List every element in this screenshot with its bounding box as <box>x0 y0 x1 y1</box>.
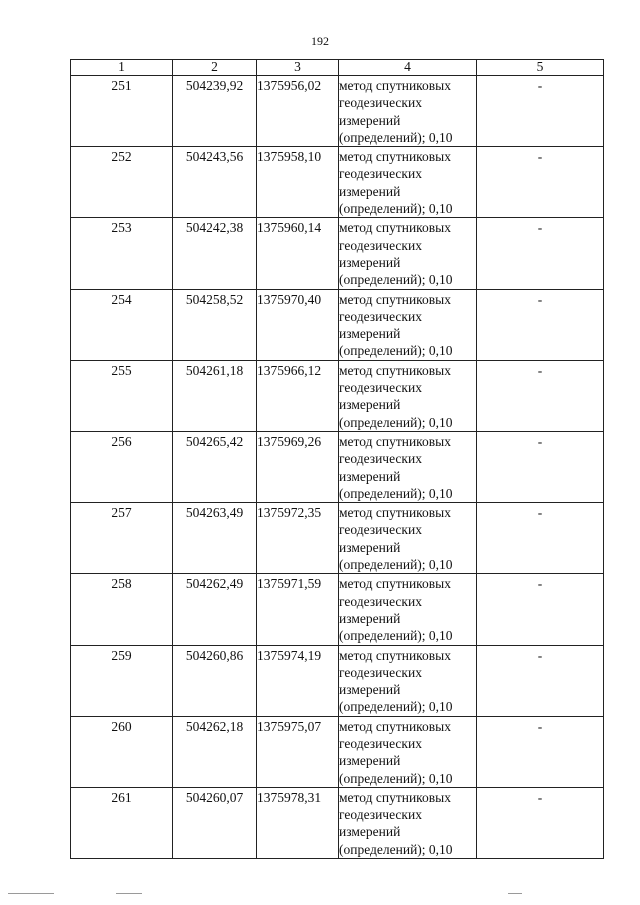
method-line: измерений <box>339 183 401 199</box>
method-line: измерений <box>339 397 401 413</box>
point-number-cell: 258 <box>71 574 173 645</box>
table-row <box>71 76 604 147</box>
method-line: геодезических <box>339 735 422 751</box>
table-row <box>71 716 604 787</box>
scan-artifacts <box>0 893 640 899</box>
method-line: геодезических <box>339 166 422 182</box>
method-line: (определений); 0,10 <box>339 557 453 573</box>
method-line: измерений <box>339 326 401 342</box>
method-line: геодезических <box>339 237 422 253</box>
method-line: метод спутниковых <box>339 78 451 93</box>
column-header-5: 5 <box>477 60 604 76</box>
point-number-cell: 255 <box>71 360 173 431</box>
method-line: геодезических <box>339 308 422 324</box>
y-coordinate-cell: 1375974,19 <box>257 645 339 716</box>
x-coordinate-cell: 504258,52 <box>173 289 257 360</box>
scan-mark <box>8 893 54 894</box>
y-coordinate-cell: 1375972,35 <box>257 503 339 574</box>
table-row <box>71 503 604 574</box>
point-number-cell: 252 <box>71 147 173 218</box>
column-5-cell: - <box>477 360 604 431</box>
column-5-cell: - <box>477 218 604 289</box>
point-number-cell: 260 <box>71 716 173 787</box>
method-line: геодезических <box>339 664 422 680</box>
column-5-cell: - <box>477 147 604 218</box>
y-coordinate-cell: 1375958,10 <box>257 147 339 218</box>
method-line: метод спутниковых <box>339 433 451 449</box>
method-line: измерений <box>339 539 401 555</box>
method-line: измерений <box>339 254 401 270</box>
column-5-cell: - <box>477 431 604 502</box>
method-line: метод спутниковых <box>339 505 451 521</box>
table-row <box>71 787 604 858</box>
y-coordinate-cell: 1375971,59 <box>257 574 339 645</box>
column-5-cell: - <box>477 76 604 147</box>
point-number-cell: 261 <box>71 787 173 858</box>
point-number-cell: 251 <box>71 76 173 147</box>
header-row <box>71 60 604 76</box>
method-line: измерений <box>339 610 401 626</box>
x-coordinate-cell: 504265,42 <box>173 431 257 502</box>
x-coordinate-cell: 504262,18 <box>173 716 257 787</box>
method-cell <box>339 787 477 858</box>
method-line: (определений); 0,10 <box>339 699 453 715</box>
x-coordinate-cell: 504239,92 <box>173 76 257 147</box>
column-header-4: 4 <box>339 60 477 76</box>
method-line: (определений); 0,10 <box>339 272 453 288</box>
method-line: геодезических <box>339 380 422 396</box>
column-5-cell: - <box>477 503 604 574</box>
y-coordinate-cell: 1375966,12 <box>257 360 339 431</box>
table-row <box>71 360 604 431</box>
method-cell <box>339 218 477 289</box>
x-coordinate-cell: 504260,07 <box>173 787 257 858</box>
method-cell <box>339 76 477 147</box>
x-coordinate-cell: 504260,86 <box>173 645 257 716</box>
method-cell <box>339 716 477 787</box>
method-line: метод спутниковых <box>339 149 451 165</box>
table-row <box>71 645 604 716</box>
method-line: измерений <box>339 112 401 128</box>
y-coordinate-cell: 1375960,14 <box>257 218 339 289</box>
column-5-cell: - <box>477 645 604 716</box>
method-line: измерений <box>339 753 401 769</box>
method-cell <box>339 503 477 574</box>
y-coordinate-cell: 1375978,31 <box>257 787 339 858</box>
method-line: метод спутниковых <box>339 789 451 805</box>
column-header-3: 3 <box>257 60 339 76</box>
point-number-cell: 253 <box>71 218 173 289</box>
table-row <box>71 574 604 645</box>
method-cell <box>339 289 477 360</box>
coordinates-table <box>70 59 604 859</box>
method-line: геодезических <box>339 593 422 609</box>
column-header-1: 1 <box>71 60 173 76</box>
point-number-cell: 259 <box>71 645 173 716</box>
method-line: (определений); 0,10 <box>339 485 453 501</box>
method-line: измерений <box>339 468 401 484</box>
method-line: метод спутниковых <box>339 718 451 734</box>
x-coordinate-cell: 504263,49 <box>173 503 257 574</box>
method-line: (определений); 0,10 <box>339 201 453 217</box>
method-line: (определений); 0,10 <box>339 628 453 644</box>
method-line: (определений); 0,10 <box>339 343 453 359</box>
method-line: геодезических <box>339 451 422 467</box>
method-line: метод спутниковых <box>339 220 451 236</box>
scan-mark <box>116 893 142 894</box>
table-row <box>71 147 604 218</box>
y-coordinate-cell: 1375969,26 <box>257 431 339 502</box>
x-coordinate-cell: 504242,38 <box>173 218 257 289</box>
point-number-cell: 257 <box>71 503 173 574</box>
method-line: геодезических <box>339 522 422 538</box>
method-line: геодезических <box>339 807 422 823</box>
y-coordinate-cell: 1375975,07 <box>257 716 339 787</box>
column-5-cell: - <box>477 716 604 787</box>
method-line: (определений); 0,10 <box>339 841 453 857</box>
table-header <box>71 60 604 76</box>
x-coordinate-cell: 504261,18 <box>173 360 257 431</box>
scan-mark <box>508 893 522 894</box>
method-line: геодезических <box>339 95 422 111</box>
method-line: (определений); 0,10 <box>339 129 453 145</box>
column-5-cell: - <box>477 787 604 858</box>
column-header-2: 2 <box>173 60 257 76</box>
page-number: 192 <box>311 34 329 48</box>
x-coordinate-cell: 504262,49 <box>173 574 257 645</box>
y-coordinate-cell: 1375970,40 <box>257 289 339 360</box>
table-body <box>71 76 604 859</box>
method-line: измерений <box>339 682 401 698</box>
method-line: метод спутниковых <box>339 291 451 307</box>
method-cell <box>339 645 477 716</box>
method-cell <box>339 147 477 218</box>
method-line: (определений); 0,10 <box>339 414 453 430</box>
column-5-cell: - <box>477 289 604 360</box>
method-line: метод спутниковых <box>339 576 451 592</box>
column-5-cell: - <box>477 574 604 645</box>
table-row <box>71 431 604 502</box>
x-coordinate-cell: 504243,56 <box>173 147 257 218</box>
method-line: метод спутниковых <box>339 647 451 663</box>
method-line: (определений); 0,10 <box>339 770 453 786</box>
point-number-cell: 256 <box>71 431 173 502</box>
method-cell <box>339 574 477 645</box>
table-row <box>71 218 604 289</box>
y-coordinate-cell: 1375956,02 <box>257 76 339 147</box>
method-line: измерений <box>339 824 401 840</box>
method-line: метод спутниковых <box>339 362 451 378</box>
point-number-cell: 254 <box>71 289 173 360</box>
method-cell <box>339 360 477 431</box>
method-cell <box>339 431 477 502</box>
table-row <box>71 289 604 360</box>
